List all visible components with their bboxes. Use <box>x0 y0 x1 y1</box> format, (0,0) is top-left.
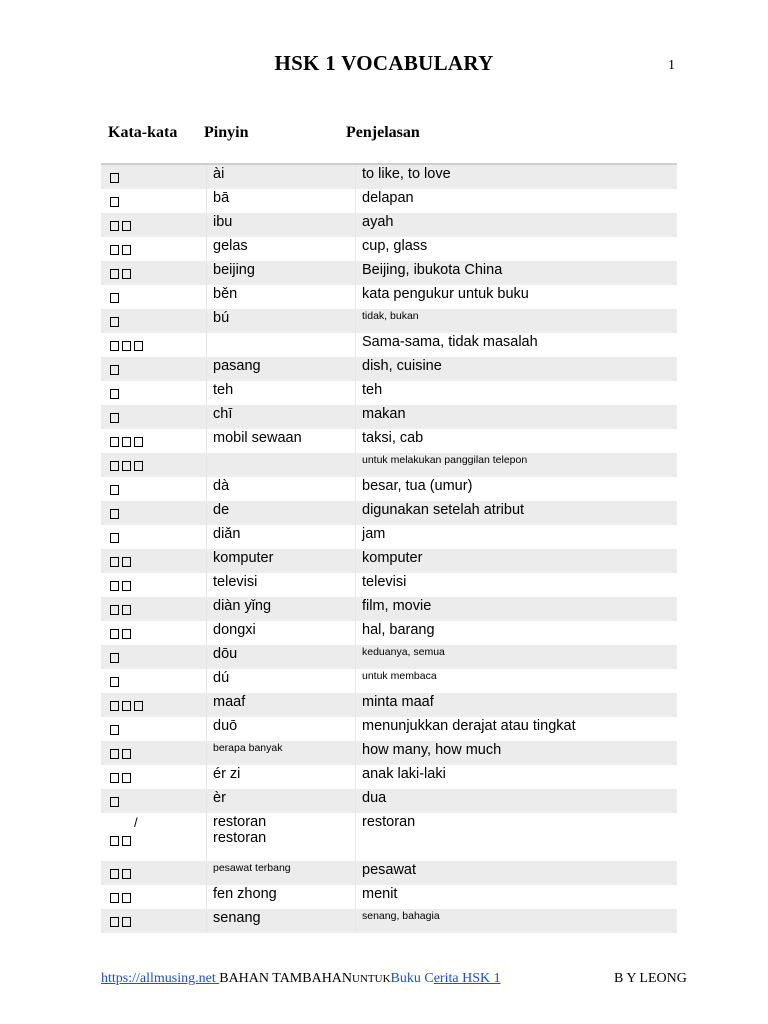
missing-glyph-icon <box>110 869 119 879</box>
table-row <box>101 453 677 477</box>
missing-glyph-icon <box>122 461 131 471</box>
missing-glyph-icon <box>110 365 119 375</box>
table-row <box>101 717 677 741</box>
meaning-cell <box>356 765 678 789</box>
missing-glyph-icon <box>110 485 119 495</box>
meaning-text: film, movie <box>362 598 432 614</box>
pinyin-text: dú <box>213 670 230 686</box>
pinyin-cell <box>207 861 356 885</box>
pinyin-text: beijing <box>213 262 255 278</box>
table-row <box>101 909 677 933</box>
pinyin-text: senang <box>213 910 261 926</box>
meaning-text: Beijing, ibukota China <box>362 262 503 278</box>
missing-glyph-icon <box>122 893 131 903</box>
meaning-cell <box>356 381 678 405</box>
meaning-cell <box>356 309 678 333</box>
meaning-text: digunakan setelah atribut <box>362 502 525 518</box>
pinyin-text: de <box>213 502 230 518</box>
document-title: HSK 1 VOCABULARY <box>274 51 494 75</box>
meaning-cell <box>356 549 678 573</box>
footer-text-c: Buku C <box>390 971 434 986</box>
footer <box>101 971 501 987</box>
word-cell <box>101 573 207 597</box>
missing-glyph-icon <box>122 749 131 759</box>
meaning-text: dua <box>362 790 387 806</box>
meaning-text: kata pengukur untuk buku <box>362 286 529 302</box>
meaning-text: makan <box>362 406 406 422</box>
pinyin-text: restoran <box>213 814 267 830</box>
meaning-cell <box>356 741 678 765</box>
pinyin-text-line2: restoran <box>213 830 267 846</box>
pinyin-cell <box>207 765 356 789</box>
missing-glyph-icon <box>122 629 131 639</box>
table-row <box>101 357 677 381</box>
word-cell <box>101 717 207 741</box>
table-row <box>101 333 677 357</box>
footer-link[interactable]: https://allmusing.net <box>101 971 220 986</box>
meaning-text: keduanya, semua <box>362 646 445 658</box>
pinyin-text: gelas <box>213 238 248 254</box>
pinyin-text: berapa banyak <box>213 742 283 754</box>
footer-text-b: UNTUK <box>352 973 391 985</box>
pinyin-cell <box>207 453 356 477</box>
meaning-cell <box>356 645 678 669</box>
missing-glyph-icon <box>122 836 131 846</box>
meaning-cell <box>356 693 678 717</box>
pinyin-cell <box>207 573 356 597</box>
meaning-text: besar, tua (umur) <box>362 478 473 494</box>
pinyin-cell <box>207 381 356 405</box>
pinyin-text: fen zhong <box>213 886 277 902</box>
table-row <box>101 285 677 309</box>
missing-glyph-icon <box>122 869 131 879</box>
missing-glyph-icon <box>134 437 143 447</box>
meaning-text: hal, barang <box>362 622 435 638</box>
missing-glyph-icon <box>110 605 119 615</box>
word-cell <box>101 165 207 189</box>
table-row <box>101 861 677 885</box>
pinyin-cell <box>207 813 356 861</box>
table-row <box>101 165 677 189</box>
missing-glyph-icon <box>110 341 119 351</box>
missing-glyph-icon <box>122 605 131 615</box>
missing-glyph-icon <box>122 701 131 711</box>
footer-author: B Y LEONG <box>614 971 687 986</box>
table-row <box>101 237 677 261</box>
missing-glyph-icon <box>110 389 119 399</box>
missing-glyph-icon <box>110 245 119 255</box>
meaning-text: anak laki-laki <box>362 766 446 782</box>
meaning-cell <box>356 261 678 285</box>
missing-glyph-icon <box>110 461 119 471</box>
pinyin-cell <box>207 693 356 717</box>
word-cell <box>101 453 207 477</box>
meaning-cell <box>356 357 678 381</box>
table-row <box>101 669 677 693</box>
missing-glyph-icon <box>110 269 119 279</box>
missing-glyph-icon <box>122 269 131 279</box>
meaning-text: menunjukkan derajat atau tingkat <box>362 718 576 734</box>
word-cell <box>101 549 207 573</box>
pinyin-text: teh <box>213 382 234 398</box>
page-number: 1 <box>668 58 675 73</box>
table-row <box>101 309 677 333</box>
table-row <box>101 189 677 213</box>
missing-glyph-icon <box>122 245 131 255</box>
meaning-text: menit <box>362 886 398 902</box>
word-cell <box>101 357 207 381</box>
pinyin-text: duō <box>213 718 238 734</box>
table-row <box>101 525 677 549</box>
column-header-kata-kata: Kata-kata <box>108 124 178 141</box>
pinyin-cell <box>207 309 356 333</box>
pinyin-cell <box>207 789 356 813</box>
pinyin-cell <box>207 405 356 429</box>
missing-glyph-icon <box>110 725 119 735</box>
meaning-cell <box>356 189 678 213</box>
pinyin-cell <box>207 477 356 501</box>
pinyin-cell <box>207 237 356 261</box>
word-cell <box>101 429 207 453</box>
missing-glyph-icon <box>110 317 119 327</box>
missing-glyph-icon <box>110 557 119 567</box>
meaning-cell <box>356 405 678 429</box>
meaning-text: minta maaf <box>362 694 434 710</box>
table-row <box>101 765 677 789</box>
meaning-cell <box>356 909 678 933</box>
pinyin-text: mobil sewaan <box>213 430 302 446</box>
word-cell <box>101 213 207 237</box>
meaning-cell <box>356 525 678 549</box>
pinyin-cell <box>207 501 356 525</box>
word-cell <box>101 909 207 933</box>
meaning-cell <box>356 669 678 693</box>
table-row <box>101 213 677 237</box>
column-header-pinyin: Pinyin <box>204 124 249 141</box>
column-header-penjelasan: Penjelasan <box>346 124 420 141</box>
table-row <box>101 501 677 525</box>
missing-glyph-icon <box>110 221 119 231</box>
meaning-cell <box>356 501 678 525</box>
missing-glyph-icon <box>110 413 119 423</box>
vocabulary-table <box>101 165 677 933</box>
footer-text-a: BAHAN TAMBAHAN <box>219 971 353 986</box>
missing-glyph-icon <box>110 653 119 663</box>
missing-glyph-icon <box>122 221 131 231</box>
missing-glyph-icon <box>122 773 131 783</box>
table-row <box>101 261 677 285</box>
pinyin-cell <box>207 741 356 765</box>
word-cell <box>101 525 207 549</box>
pinyin-text: pasang <box>213 358 261 374</box>
pinyin-text: dongxi <box>213 622 256 638</box>
meaning-text: how many, how much <box>362 742 502 758</box>
missing-glyph-icon <box>110 701 119 711</box>
word-cell <box>101 189 207 213</box>
pinyin-cell <box>207 333 356 357</box>
meaning-cell <box>356 621 678 645</box>
meaning-cell <box>356 789 678 813</box>
meaning-text: tidak, bukan <box>362 310 419 322</box>
missing-glyph-icon <box>110 509 119 519</box>
pinyin-cell <box>207 213 356 237</box>
table-row <box>101 813 677 861</box>
meaning-text: cup, glass <box>362 238 428 254</box>
table-row <box>101 741 677 765</box>
pinyin-cell <box>207 621 356 645</box>
meaning-text: delapan <box>362 190 414 206</box>
meaning-text: dish, cuisine <box>362 358 442 374</box>
meaning-cell <box>356 861 678 885</box>
pinyin-cell <box>207 645 356 669</box>
pinyin-text: bú <box>213 310 230 326</box>
table-row <box>101 885 677 909</box>
word-cell <box>101 885 207 909</box>
table-row <box>101 789 677 813</box>
meaning-cell <box>356 573 678 597</box>
pinyin-text: diǎn <box>213 526 241 542</box>
word-cell <box>101 381 207 405</box>
pinyin-text: ibu <box>213 214 233 230</box>
word-cell <box>101 501 207 525</box>
table-row <box>101 549 677 573</box>
pinyin-cell <box>207 597 356 621</box>
missing-glyph-icon <box>110 893 119 903</box>
missing-glyph-icon <box>110 677 119 687</box>
missing-glyph-icon <box>110 581 119 591</box>
meaning-cell <box>356 597 678 621</box>
table-row <box>101 693 677 717</box>
pinyin-text: bā <box>213 190 230 206</box>
meaning-cell <box>356 237 678 261</box>
table-row <box>101 573 677 597</box>
pinyin-text: èr <box>213 790 226 806</box>
pinyin-text: běn <box>213 286 238 302</box>
pinyin-cell <box>207 885 356 909</box>
pinyin-text: ài <box>213 166 225 182</box>
missing-glyph-icon <box>110 533 119 543</box>
missing-glyph-icon <box>110 629 119 639</box>
missing-glyph-icon <box>110 197 119 207</box>
meaning-cell <box>356 453 678 477</box>
meaning-text: Sama-sama, tidak masalah <box>362 334 538 350</box>
word-cell <box>101 597 207 621</box>
footer-text-d[interactable]: erita HSK 1 <box>433 971 501 986</box>
word-cell <box>101 237 207 261</box>
missing-glyph-icon <box>110 437 119 447</box>
meaning-text: restoran <box>362 814 416 830</box>
meaning-text: to like, to love <box>362 166 451 182</box>
missing-glyph-icon <box>122 341 131 351</box>
word-cell <box>101 741 207 765</box>
word-cell <box>101 405 207 429</box>
word-cell <box>101 693 207 717</box>
pinyin-cell <box>207 357 356 381</box>
table-row <box>101 645 677 669</box>
pinyin-cell <box>207 669 356 693</box>
meaning-cell <box>356 165 678 189</box>
word-cell <box>101 477 207 501</box>
table-row <box>101 381 677 405</box>
word-cell <box>101 309 207 333</box>
pinyin-text: diàn yǐng <box>213 598 272 614</box>
table-row <box>101 597 677 621</box>
pinyin-text: komputer <box>213 550 274 566</box>
word-cell <box>101 621 207 645</box>
meaning-cell <box>356 717 678 741</box>
word-cell <box>101 285 207 309</box>
pinyin-text: ér zi <box>213 766 241 782</box>
pinyin-cell <box>207 429 356 453</box>
pinyin-text: dà <box>213 478 230 494</box>
missing-glyph-icon <box>110 836 119 846</box>
pinyin-cell <box>207 285 356 309</box>
meaning-text: jam <box>362 526 386 542</box>
missing-glyph-icon <box>122 581 131 591</box>
missing-glyph-icon <box>110 917 119 927</box>
pinyin-cell <box>207 525 356 549</box>
pinyin-text: chī <box>213 406 233 422</box>
word-cell <box>101 669 207 693</box>
missing-glyph-icon <box>110 773 119 783</box>
missing-glyph-icon <box>110 173 119 183</box>
meaning-text: teh <box>362 382 383 398</box>
table-row <box>101 405 677 429</box>
missing-glyph-icon <box>134 341 143 351</box>
pinyin-text: maaf <box>213 694 246 710</box>
word-cell <box>101 645 207 669</box>
missing-glyph-icon <box>110 797 119 807</box>
missing-glyph-icon <box>122 437 131 447</box>
meaning-text: ayah <box>362 214 394 230</box>
meaning-text: televisi <box>362 574 407 590</box>
meaning-text: pesawat <box>362 862 417 878</box>
missing-glyph-icon <box>122 917 131 927</box>
pinyin-cell <box>207 261 356 285</box>
meaning-cell <box>356 477 678 501</box>
pinyin-cell <box>207 717 356 741</box>
meaning-text: untuk membaca <box>362 670 437 682</box>
meaning-text: taksi, cab <box>362 430 424 446</box>
meaning-text: untuk melakukan panggilan telepon <box>362 454 528 466</box>
meaning-text: komputer <box>362 550 423 566</box>
pinyin-cell <box>207 909 356 933</box>
missing-glyph-icon <box>110 749 119 759</box>
pinyin-cell <box>207 549 356 573</box>
pinyin-text: dōu <box>213 646 238 662</box>
missing-glyph-icon <box>134 461 143 471</box>
word-cell <box>101 789 207 813</box>
pinyin-cell <box>207 165 356 189</box>
pinyin-text: televisi <box>213 574 258 590</box>
word-cell <box>101 261 207 285</box>
table-row <box>101 621 677 645</box>
word-cell <box>101 813 207 861</box>
pinyin-cell <box>207 189 356 213</box>
meaning-cell <box>356 213 678 237</box>
meaning-cell <box>356 333 678 357</box>
table-row <box>101 429 677 453</box>
meaning-text: senang, bahagia <box>362 910 440 922</box>
missing-glyph-icon <box>110 293 119 303</box>
meaning-cell <box>356 285 678 309</box>
word-cell <box>101 333 207 357</box>
missing-glyph-icon <box>122 557 131 567</box>
table-row <box>101 477 677 501</box>
meaning-cell <box>356 885 678 909</box>
missing-glyph-icon <box>134 701 143 711</box>
word-cell <box>101 765 207 789</box>
word-cell <box>101 861 207 885</box>
meaning-cell <box>356 813 678 861</box>
meaning-cell <box>356 429 678 453</box>
pinyin-text: pesawat terbang <box>213 862 291 874</box>
word-separator: / <box>134 815 138 830</box>
